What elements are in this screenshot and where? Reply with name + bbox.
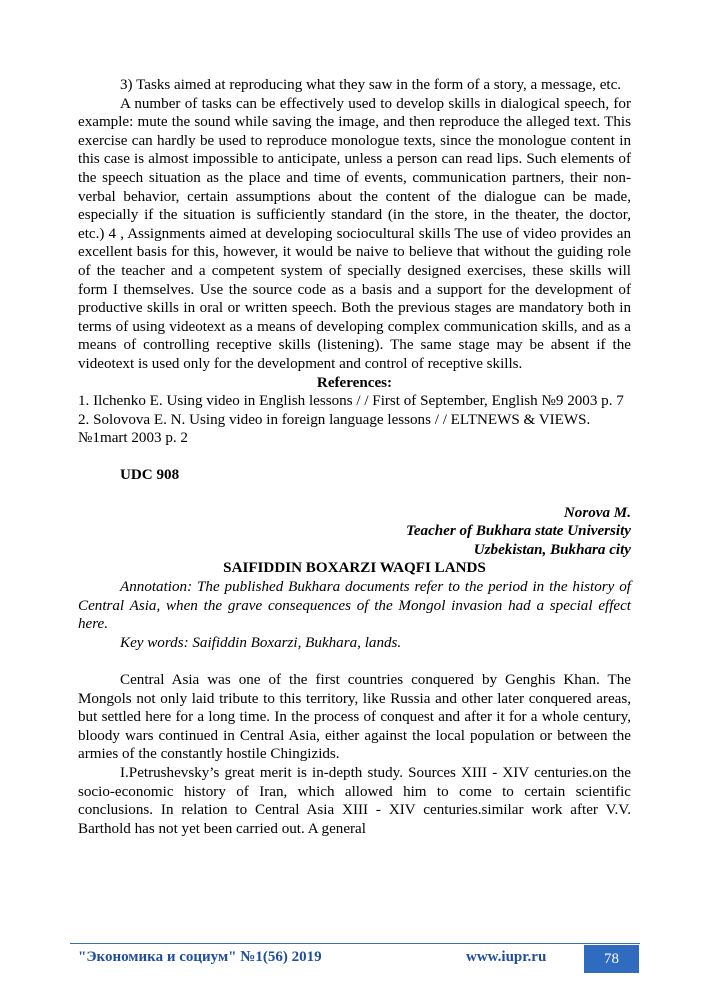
references-heading: References: <box>316 374 393 391</box>
author-position: Teacher of Bukhara state University <box>405 523 631 540</box>
keywords: Key words: Saifiddin Boxarzi, Bukhara, lands. <box>120 634 402 651</box>
article-paragraph-1: Central Asia was one of the first countries conquered by Genghis Khan. The Mongols not only laid tribute to this territory, like Russia and other later conquered areas, but settled here for a long time. In the process of conquest and after it for a whole century, bloody wars continued in Central Asia, either against the local population or between the armies of the constantly hostile Chingizids. <box>78 672 631 763</box>
author-location: Uzbekistan, Bukhara city <box>473 541 631 558</box>
page-number: 78 <box>584 945 639 973</box>
reference-item-1: 1. Ilchenko E. Using video in English lessons / / First of September, English №9 2003 p. 7 <box>78 393 624 410</box>
body-paragraph-2: A number of tasks can be effectively used to develop skills in dialogical speech, for example: mute the sound while saving the image, and then reproduce the alleged text. This exercise can hardly be used to reproduce monologue texts, since the monologue content in this case is almost impossible to anticipate, unless a person can read lips. Such elements of the speech situation as the place and time of events, communication partners, their non-verbal behavior, certain assumptions about the content of the dialogue can be made, especially if the situation is sufficiently standard (in the store, in the theater, the doctor, etc.) 4 , Assignments aimed at developing sociocultural skills The use of video provides an excellent basis for this, however, it would be naive to believe that without the guiding role of the teacher and a competent system of specially designed exercises, these skills will form I themselves. Use the source code as a basis and a support for the development of productive skills in oral or written speech. Both the previous stages are mandatory both in terms of using videotext as a means of developing complex communication skills, and as a means of controlling receptive skills (listening). The same stage may be absent if the videotext is used only for the development and control of receptive skills. <box>78 95 631 372</box>
page-footer <box>70 945 640 973</box>
udc-code: UDC 908 <box>120 467 180 484</box>
article-title: SAIFIDDIN BOXARZI WAQFI LANDS <box>223 560 486 577</box>
spacer <box>78 652 631 671</box>
journal-name: "Экономика и социум" №1(56) 2019 <box>78 949 322 965</box>
reference-item-2: 2. Solovova E. N. Using video in foreign language lessons / / ELTNEWS & VIEWS. №1mart 2003 p. 2 <box>78 411 591 447</box>
footer-divider <box>70 943 640 944</box>
author-name: Norova M. <box>563 504 631 521</box>
annotation: Annotation: The published Bukhara documents refer to the period in the history of Central Asia, when the grave consequences of the Mongol invasion had a special effect here. <box>78 579 631 633</box>
website-link[interactable]: www.iupr.ru <box>466 949 547 965</box>
article-paragraph-2: I.Petrushevsky’s great merit is in-depth study. Sources XIII - XIV centuries.on the socio-economic history of Iran, which allowed him to come to certain scientific conclusions. In relation to Central Asia XIII - XIV centuries.similar work after V.V. Barthold has not yet been carried out. A general <box>78 764 631 837</box>
spacer <box>78 485 631 504</box>
spacer <box>78 448 631 467</box>
body-paragraph-1: 3) Tasks aimed at reproducing what they saw in the form of a story, a message, etc. <box>120 77 622 93</box>
page-content <box>78 76 631 838</box>
